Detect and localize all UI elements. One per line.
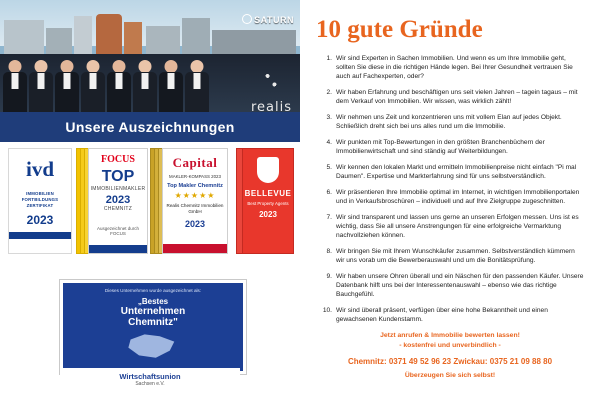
- list-item: Wir haben Erfahrung und beschäftigen uns seit vielen Jahren – tagein tagaus – mit dem Verkauf von Immobilien. Wir wissen, was wirklich zählt!: [336, 89, 578, 105]
- ivd-footer-bar: [9, 232, 71, 239]
- bellevue-title: BELLEVUE: [244, 189, 292, 198]
- badge-focus-top-makler: [76, 148, 146, 252]
- realis-wordmark: realis: [250, 100, 292, 112]
- right-panel: [300, 0, 600, 400]
- badge-capital-makler-kompass: [150, 148, 228, 252]
- capital-badge-front: [162, 148, 228, 254]
- reasons-list: [314, 54, 586, 324]
- list-item: Wir sind transparent und lassen uns gerne an unseren Erfolgen messen. Uns ist es wichtig, dass Sie all unsere Anstrengungen für eine erfolgreiche Vermarktung nachvollziehen können.: [336, 214, 579, 239]
- tower-building: [124, 22, 142, 58]
- cta-line2: - kostenfrei und unverbindlich -: [399, 342, 501, 349]
- team-member: [28, 60, 54, 112]
- building: [182, 18, 210, 58]
- focus-category: IMMOBILIENMAKLER: [90, 186, 146, 192]
- saturn-store-sign: [242, 14, 294, 25]
- awards-section-title: Unsere Auszeichnungen: [65, 119, 235, 135]
- saturn-label: SATURN: [254, 15, 294, 25]
- list-item: Wir kennen den lokalen Markt und ermitteln Immobilienpreise nicht einfach "Pi mal Daumen". Expertise und Markterfahrung sind für uns selbstverständlich.: [336, 164, 577, 180]
- ivd-subtitle: IMMOBILIEN FORTBILDUNGS ZERTIFIKAT: [21, 191, 59, 208]
- ivd-wordmark: ivd: [25, 156, 54, 181]
- list-item: Wir präsentieren Ihre Immobilie optimal im Internet, in wichtigen Immobilienportalen und in Verkaufsbroschüren – individuell und auf Ihre Zielgruppe zugeschnitten.: [336, 189, 580, 205]
- badge-ivd: [8, 148, 72, 254]
- list-item: Wir haben unsere Ohren überall und ein Näschen für den passenden Käufer. Unsere Datenbank hilft uns bei der Interessentenauswahl – ebenso wie das richtige Bauchgefühl.: [336, 273, 584, 298]
- association-region: Sachsen e.V.: [135, 380, 165, 387]
- certificate-line2: Unternehmen: [120, 306, 186, 317]
- team-photo: [0, 0, 300, 112]
- capital-headline: Top Makler Chemnitz: [167, 183, 223, 189]
- bellevue-subtitle: Best Property Agents: [247, 201, 289, 206]
- team-member: [54, 60, 80, 112]
- focus-city: CHEMNITZ: [103, 206, 133, 212]
- motto-text: Überzeugen Sie sich selbst!: [404, 372, 496, 379]
- awards-section-header: [0, 112, 300, 142]
- bellevue-year: 2023: [259, 210, 277, 219]
- certificate-eyebrow: Dieses Unternehmen wurde ausgezeichnet als:: [104, 288, 202, 293]
- list-item: Wir sind überall präsent, verfügen über eine hohe Bekanntheit und einen gewachsenen Kundenstamm.: [336, 307, 548, 323]
- page-title: 10 gute Gründe: [316, 16, 483, 43]
- capital-footer-bar: [163, 244, 227, 253]
- team-member: [184, 60, 210, 112]
- best-company-certificate: [60, 280, 246, 374]
- badge-bellevue: [232, 148, 292, 252]
- capital-company: Realis Chemnitz Immobilien GmbH: [166, 203, 224, 214]
- list-item: Wir sind Experten in Sachen Immobilien. Und wenn es um Ihre Immobilie geht, sollten Sie diese in die richtigen Hände legen. Bei Ihrer Gesundheit vertrauen Sie auch auf Fachexperten, oder?: [336, 55, 573, 80]
- bellevue-crest-icon: [257, 157, 279, 183]
- contact-phone-numbers[interactable]: Chemnitz: 0371 49 52 96 23 Zwickau: 0375 21 09 88 80: [347, 357, 553, 366]
- tower-building: [96, 14, 122, 58]
- list-item: Wir punkten mit Top-Bewertungen in den größten Branchenbüchern der Immobilienwirtschaft und sind ständig auf Weiterbildungen.: [336, 139, 545, 155]
- team-member: [2, 60, 28, 112]
- awards-badges: [0, 142, 300, 262]
- capital-year: 2023: [184, 219, 206, 229]
- capital-brand: Capital: [172, 155, 218, 170]
- bellevue-badge-front: [242, 148, 294, 254]
- team-member: [80, 60, 106, 112]
- capital-subtitle: MAKLER-KOMPASS 2023: [169, 174, 221, 179]
- focus-footer: Ausgezeichnet durch FOCUS: [96, 226, 140, 236]
- focus-top-label: TOP: [101, 168, 135, 185]
- team-member: [158, 60, 184, 112]
- capital-stars: ★★★★★: [174, 191, 216, 200]
- team-member: [132, 60, 158, 112]
- focus-badge-front: [88, 148, 148, 254]
- saturn-ring-icon: [242, 14, 252, 24]
- focus-footer-bar: [89, 245, 147, 253]
- ivd-logo: [9, 149, 71, 189]
- ivd-year: 2023: [26, 213, 54, 227]
- sachsen-map-icon: [125, 332, 181, 362]
- cta-line1: Jetzt anrufen & Immobilie bewerten lassen!: [380, 332, 520, 339]
- focus-year: 2023: [105, 194, 131, 206]
- dots-circle-logo-icon: [254, 64, 288, 98]
- association-logo: [60, 368, 240, 390]
- call-to-action: [314, 331, 586, 351]
- list-item: Wir bringen Sie mit Ihrem Wunschkäufer zusammen. Selbstverständlich kümmern wir uns vorab um die Bewerberauswahl und um die Bonitätsprüfung.: [336, 248, 575, 264]
- focus-brand: FOCUS: [101, 154, 135, 165]
- certificate-line1: „Bestes: [137, 297, 169, 306]
- certificate-line3: Chemnitz": [128, 317, 178, 328]
- list-item: Wir nehmen uns Zeit und konzentrieren uns mit vollem Elan auf jedes Objekt. Schließlich dreht sich bei uns alles rund um die Immobilie.: [336, 114, 562, 130]
- building: [4, 20, 44, 58]
- association-name: Wirtschaftsunion: [119, 371, 181, 381]
- realis-logo: [251, 64, 292, 112]
- team-member: [106, 60, 132, 112]
- building: [74, 16, 92, 58]
